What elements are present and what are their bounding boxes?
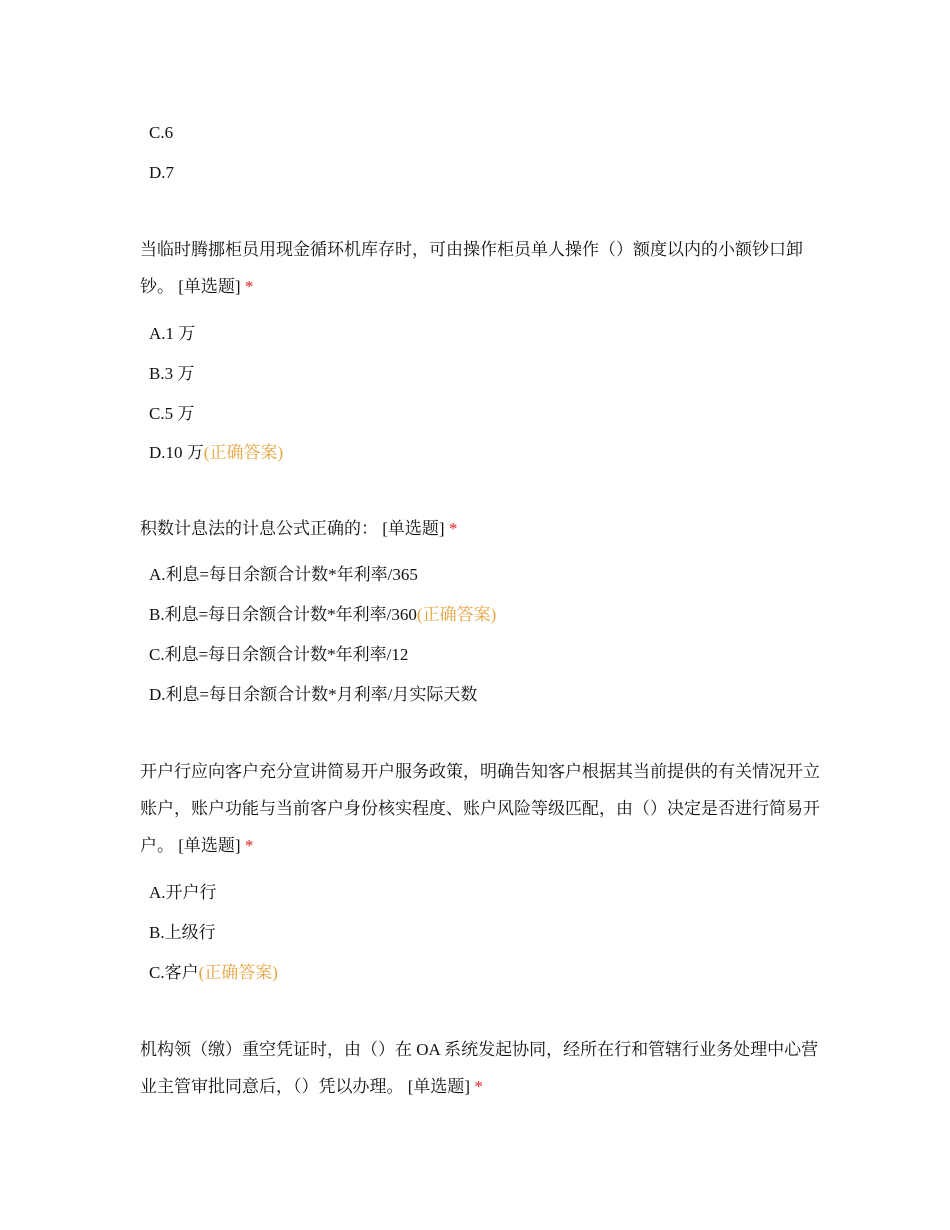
question-type-tag: [单选题]	[178, 277, 241, 296]
question-text: 当临时腾挪柜员用现金循环机库存时，可由操作柜员单人操作（）额度以内的小额钞口卸钞。	[140, 240, 803, 296]
option-text: A.开户行	[149, 883, 217, 902]
option-text: D.10 万	[149, 443, 204, 462]
option-text: B.3 万	[149, 364, 195, 383]
question-text: 积数计息法的计息公式正确的：	[140, 519, 378, 538]
option-item	[149, 323, 195, 345]
option-text: A.1 万	[149, 324, 196, 343]
option-text: C.6	[149, 123, 174, 142]
correct-answer-label: (正确答案)	[416, 605, 497, 624]
required-mark: *	[474, 1077, 483, 1096]
option-text: D.7	[149, 163, 175, 182]
option-text: B.利息=每日余额合计数*年利率/360	[149, 605, 417, 624]
question-text: 机构领（缴）重空凭证时，由（）在 OA 系统发起协同，经所在行和管辖行业务处理中心营业主管审批同意后，（）凭以办理。	[140, 1040, 819, 1096]
option-item	[149, 564, 418, 586]
question-1	[140, 231, 830, 305]
question-type-tag: [单选题]	[407, 1077, 471, 1096]
option-text: C.客户	[149, 963, 199, 982]
required-mark: *	[244, 836, 254, 855]
option-item	[149, 363, 194, 385]
option-item	[149, 442, 283, 464]
option-text: C.利息=每日余额合计数*年利率/12	[149, 645, 409, 664]
required-mark: *	[244, 277, 254, 296]
option-text: A.利息=每日余额合计数*年利率/365	[149, 565, 418, 584]
question-type-tag: [单选题]	[382, 519, 445, 538]
option-item	[149, 882, 217, 904]
option-item	[149, 604, 496, 626]
question-2	[140, 510, 830, 547]
option-text: D.利息=每日余额合计数*月利率/月实际天数	[149, 685, 478, 704]
question-4	[140, 1031, 830, 1105]
question-text: 开户行应向客户充分宣讲简易开户服务政策，明确告知客户根据其当前提供的有关情况开立账户，账户功能与当前客户身份核实程度、账户风险等级匹配，由（）决定是否进行简易开户。	[140, 762, 820, 855]
question-type-tag: [单选题]	[178, 836, 241, 855]
option-item	[149, 162, 174, 184]
option-item	[149, 684, 477, 706]
option-item	[149, 644, 408, 666]
option-item	[149, 122, 173, 144]
required-mark: *	[448, 519, 458, 538]
option-item	[149, 403, 194, 425]
option-item	[149, 922, 216, 944]
option-text: C.5 万	[149, 404, 195, 423]
option-text: B.上级行	[149, 923, 216, 942]
option-item	[149, 962, 278, 984]
correct-answer-label: (正确答案)	[198, 963, 278, 982]
question-3	[140, 753, 830, 864]
correct-answer-label: (正确答案)	[203, 443, 284, 462]
